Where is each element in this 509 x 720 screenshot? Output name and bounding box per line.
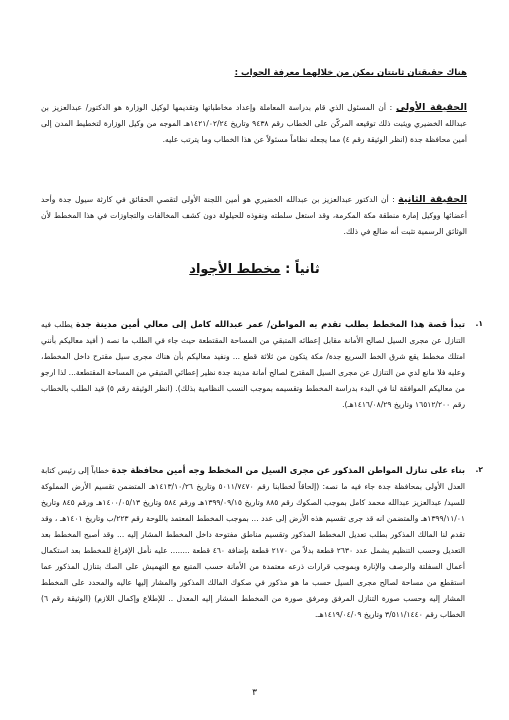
fact-one-text: : أن المسئول الذي قام بدراسة المعاملة وإعداد مخاطباتها وتقديمها لوكيل الوزارة هو الدكتور/ عبدالعزيز بن عبدالله الخضيري ويثبت ذلك توقيعه المركّن على الخطاب رقم ٩٤٣٨ وتاريخ ١٤٢١/٠٢/٢٤هـ الموجه من وكيل الوزارة لتخطيط المدن إلى أمين محافظة جدة (انظر الوثيقة رقم ٤) مما يجعله نظاماً مسئولاً عن هذا الخطاب وما يترتب عليه. (41, 103, 467, 144)
intro-text: هناك حقيقتان ثابتتان يمكن من خلالهما معرفة الجواب : (234, 68, 467, 78)
fact-two-label: الحقيقة الثانية (398, 194, 467, 205)
list-item (41, 462, 481, 623)
list-item-lead: تبدأ قصة هذا المخطط بطلب تقدم به المواطن/ عمر عبدالله كامل إلى معالي أمين مدينة جدة (75, 319, 465, 329)
section-title-text: مخطط الأجواد (189, 262, 281, 277)
list-item (41, 316, 481, 413)
section-heading (0, 262, 509, 277)
list-item-number: ٢. (475, 465, 483, 474)
fact-one-label: الحقيقة الأولى (395, 102, 467, 113)
section-prefix: ثانياً : (285, 262, 320, 277)
fact-two-paragraph (41, 192, 467, 240)
list-item-text: خطاباً إلى رئيس كتابة العدل الأولى بمحافظة جدة جاء فيه ما نصه: (إلحاقاً لخطابنا رقم ٥٠١١/٧٤٧٠ وتاريخ ١٤١٣/١٠/٢٦هـ المتضمن تقسيم الأرض المملوكة للسيد/ عبدالعزيز عبدالله محمد كامل بموجب الصكوك رقم ٨٨٥ وتاريخ ١٣٩٩/٠٩/١٥هـ ورقم ٥٨٤ وتاريخ ١٤٠٠/٠٥/١٣هـ ورقم ٨٤٥ وتاريخ ١٣٩٩/١١/٠١هـ والمتضمن انه قد جرى تقسيم هذه الأرض إلى عدد ... بموجب المخطط المعتمد باللوحة رقم ٢٢٣/ب وتاريخ ١٤٠١هـ ، وقد تقدم لنا المالك المذكور بطلب تعديل المخطط المذكور وتقسيم مناطق مفتوحة داخل المخطط المشار إليه ... وقد أصبح المخطط بعد التعديل وحسب التنظيم يشمل عدد ٢٦٣٠ قطعة بدلاً من ٢١٧٠ قطعة بإضافة ٤٦٠ قطعة ........ عليه نأمل الإفراغ للمخطط بعد استكمال أعمال السفلتة والرصف والإنارة وبموجب قرارات ذرعه معتمدة من الأمانة حسب المتبع مع التهميش على الصك بتنازل المذكور عما استقطع من مساحة لصالح مجرى السيل حسب ما هو مذكور في صكوك المالك المذكور والمشار إليها عاليه والمحدد على المخطط المشار إليه وحسب صورة التنازل المرفق ومرفق صورة من المخطط المشار إليه المعدل .. للإطلاع وإكمال اللازم) (الوثيقة رقم ٦) الخطاب رقم ٣/٥١١/١٤٤٠ وتاريخ ١٤١٩/٠٤/٠٩هـ. (41, 466, 466, 619)
list-item-text: يطلب فيه التنازل عن مجرى السيل لصالح الأمانة مقابل إعطائه المتبقي من المساحة المقتطعة حيث جاء في الطلب ما نصه ( أفيد معاليكم بأنني امتلك مخطط يقع شرق الخط السريع جدة/ مكة يتكون من ثلاثة قطع ... ونفيد معاليكم بأن هناك مجرى سيل مقترح داخل المخطط، وعليه فلا مانع لدي من التنازل عن مجرى السيل المقترح لصالح أمانة مدينة جدة نظير إعطائي المتبقي من المساحة المقتطعة... لذا ارجو من معاليكم الموافقة لنا في البدء بدراسة المخطط وتقسيمه بموجب النسب النظامية بذلك). (انظر الوثيقة رقم ٥) قيد الطلب بالخطاب رقم ١٦٥١٢/٢٠٠ وتاريخ ١٤١٦/٠٨/٢٩هـ). (41, 320, 465, 409)
page-number: ٣ (252, 688, 257, 698)
fact-two-text: : أن الدكتور عبدالعزيز بن عبدالله الخضيري هو أمين اللجنة الأولى لتقصي الحقائق في كارثة سيول جدة وأحد أعضائها ووكيل إمارة منطقة مكة المكرمة، وقد استغل سلطته ونفوذه للحيلولة دون كشف المخالفات والتجاوزات في هذا المخطط لأن الوثائق الرسمية تثبت أنه ضالع في ذلك. (41, 195, 467, 236)
fact-one-paragraph (41, 100, 467, 148)
list-item-lead: بناء على تنازل المواطن المذكور عن مجرى السيل من المخطط وجه أمين محافظة جدة (111, 465, 466, 475)
intro-heading (57, 68, 467, 78)
list-item-number: ١. (475, 319, 483, 328)
